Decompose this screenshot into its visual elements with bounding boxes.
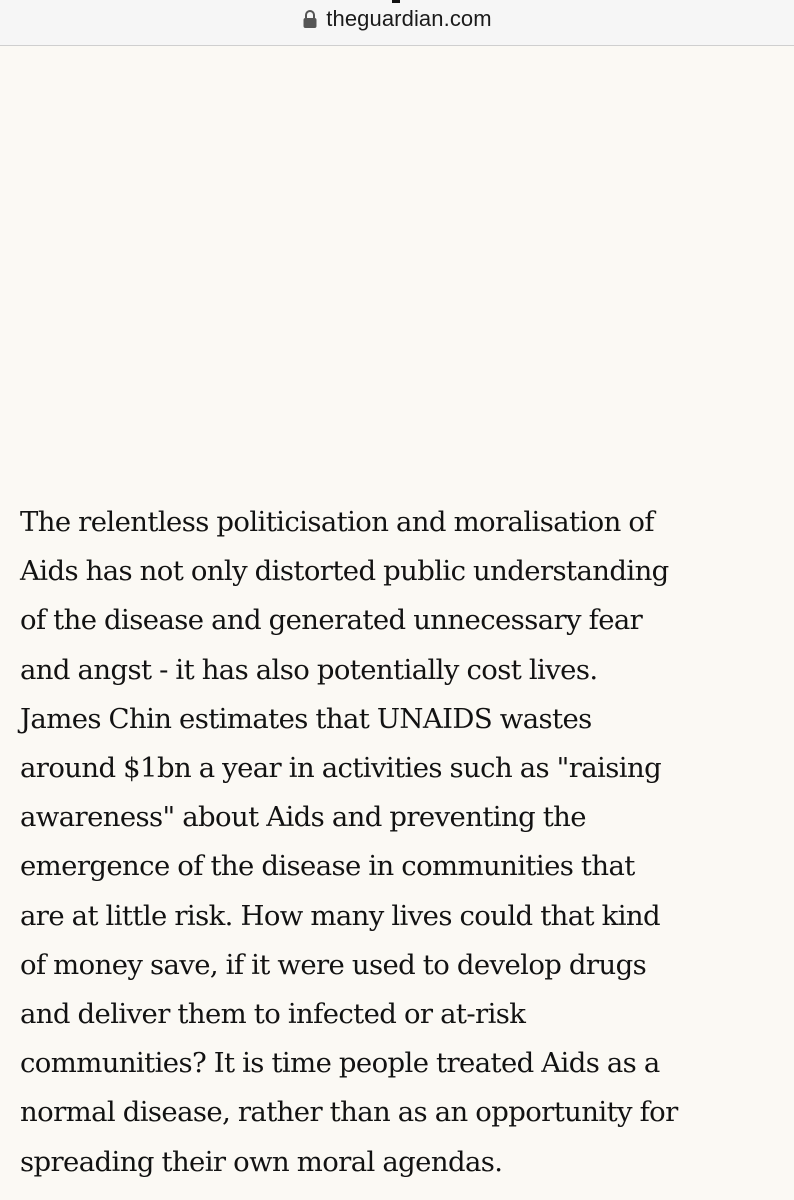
article-paragraph bbox=[20, 498, 780, 1187]
article-line: emergence of the disease in communities that bbox=[20, 850, 635, 883]
article-line: and angst - it has also potentially cost lives. bbox=[20, 653, 598, 686]
address-bar[interactable] bbox=[0, 0, 794, 46]
article-line: awareness" about Aids and preventing the bbox=[20, 801, 586, 834]
article-line: communities? It is time people treated Aids as a bbox=[20, 1047, 660, 1080]
top-sliver bbox=[392, 0, 400, 3]
lock-icon bbox=[302, 9, 318, 29]
article-line: spreading their own moral agendas. bbox=[20, 1145, 503, 1178]
address-content[interactable] bbox=[0, 6, 794, 32]
article-line: James Chin estimates that UNAIDS wastes bbox=[20, 702, 592, 735]
article-line: are at little risk. How many lives could that kind bbox=[20, 899, 661, 932]
url-text[interactable]: theguardian.com bbox=[326, 6, 492, 31]
article-line: normal disease, rather than as an opportunity for bbox=[20, 1096, 678, 1129]
article-line: around $1bn a year in activities such as "raising bbox=[20, 752, 662, 785]
article-line: of money save, if it were used to develop drugs bbox=[20, 948, 647, 981]
article-line: The relentless politicisation and moralisation of bbox=[20, 506, 654, 538]
article-line: and deliver them to infected or at-risk bbox=[20, 998, 526, 1031]
article-line: Aids has not only distorted public understanding bbox=[20, 555, 669, 588]
article-line: of the disease and generated unnecessary fear bbox=[20, 604, 643, 637]
